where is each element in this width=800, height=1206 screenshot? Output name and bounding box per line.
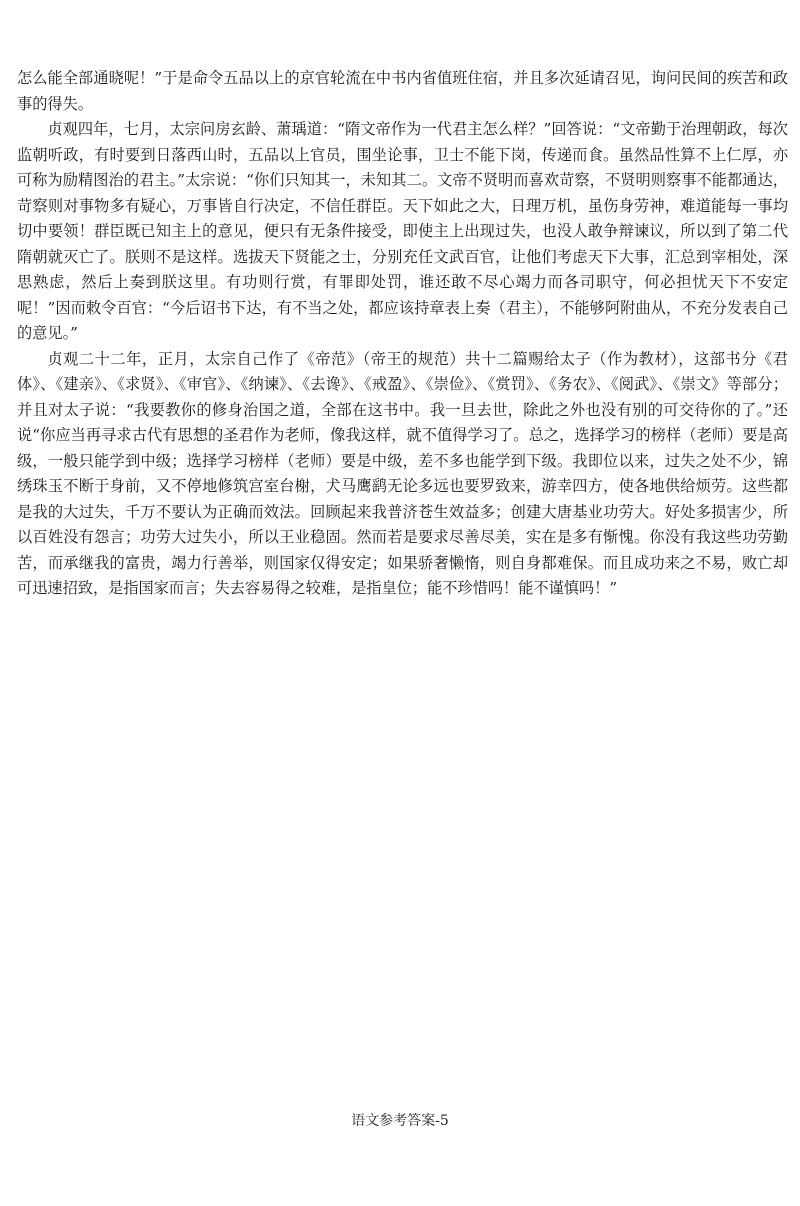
paragraph-zhenguan-22: 贞观二十二年，正月，太宗自己作了《帝范》（帝王的规范）共十二篇赐给太子（作为教材），这部书分《君体》、《建亲》、《求贤》、《审官》、《纳谏》、《去谗》、《戒盈》、《崇俭》、《赏罚》、《务农》、《阅武》、《崇文》等部分；并且对太子说：“我要教你的修身治国之道，全部在这书中。我一旦去世，除此之外也没有别的可交待你的了。”还说“你应当再寻求古代有思想的圣君作为老师，像我这样，就不值得学习了。总之，选择学习的榜样（老师）要是高级，一般只能学到中级；选择学习榜样（老师）要是中级，差不多也能学到下级。我即位以来，过失之处不少，锦绣珠玉不断于身前，又不停地修筑宫室台榭，犬马鹰鹞无论多远也要罗致来，游幸四方，使各地供给烦劳。这些都是我的大过失，千万不要认为正确而效法。回顾起来我普济苍生效益多；创建大唐基业功劳大。好处多损害少，所以百姓没有怨言；功劳大过失小，所以王业稳固。然而若是要求尽善尽美，实在是多有惭愧。你没有我这些功劳勤苦，而承继我的富贵，竭力行善举，则国家仅得安定；如果骄奢懒惰，则自身都难保。而且成功来之不易，败亡却可迅速招致，是指国家而言；失去容易得之较难，是指皇位；能不珍惜吗！能不谨慎吗！” <box>17 349 788 597</box>
paragraph-continuation: 怎么能全部通晓呢！”于是命令五品以上的京官轮流在中书内省值班住宿，并且多次延请召见，询问民间的疾苦和政事的得失。 <box>17 69 788 113</box>
paragraph-zhenguan-4: 贞观四年，七月，太宗问房玄龄、萧瑀道：“隋文帝作为一代君主怎么样？”回答说：“文帝勤于治理朝政，每次监朝听政，有时要到日落西山时，五品以上官员，围坐论事，卫士不能下岗，传递而食。虽然品性算不上仁厚，亦可称为励精图治的君主。”太宗说：“你们只知其一，未知其二。文帝不贤明而喜欢苛察，不贤明则察事不能都通达，苛察则对事物多有疑心，万事皆自行决定，不信任群臣。天下如此之大，日理万机，虽伤身劳神，难道能每一事均切中要领！群臣既已知主上的意见，便只有无条件接受，即使主上出现过失，也没人敢争辩谏议，所以到了第二代隋朝就灭亡了。朕则不是这样。选拔天下贤能之士，分别充任文武百官，让他们考虑天下大事，汇总到宰相处，深思熟虑，然后上奏到朕这里。有功则行赏，有罪即处罚，谁还敢不尽心竭力而各司职守，何必担忧天下不安定呢！”因而敕令百官：“今后诏书下达，有不当之处，都应该持章表上奏（君主），不能够阿附曲从，不充分发表自己的意见。” <box>17 120 788 342</box>
page-footer: 语文参考答案-5 <box>351 1113 449 1129</box>
document-body <box>17 66 788 602</box>
